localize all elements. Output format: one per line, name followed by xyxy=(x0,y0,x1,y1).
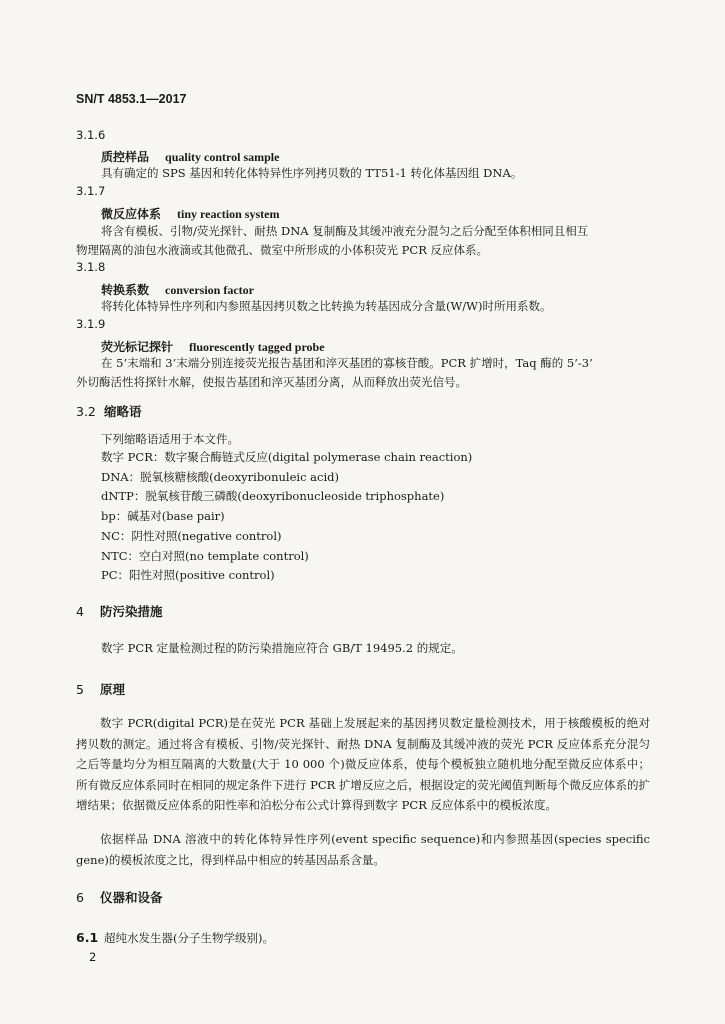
clause-number: 6.1 xyxy=(76,930,99,945)
list-item: NC：阴性对照(negative control) xyxy=(101,528,282,543)
list-item: 数字 PCR：数字聚合酶链式反应(digital polymerase chain reaction) xyxy=(101,450,473,464)
page-number: 2 xyxy=(89,950,97,964)
section-title: 防污染措施 xyxy=(100,604,163,619)
section-title: 缩略语 xyxy=(104,404,142,419)
clause-number: 3.1.8 xyxy=(76,260,106,274)
term-english: quality control sample xyxy=(165,150,280,164)
section-heading-3-2 xyxy=(76,402,142,420)
term-heading xyxy=(101,203,279,222)
clause-number: 3.1.6 xyxy=(76,128,106,142)
standard-code: SN/T 4853.1—2017 xyxy=(76,92,187,106)
list-item: DNA：脱氧核糖核酸(deoxyribonuleic acid) xyxy=(101,469,340,484)
abbreviation-list xyxy=(101,448,472,586)
section-number: 3.2 xyxy=(76,404,96,419)
term-english: tiny reaction system xyxy=(177,207,280,221)
definition-line: 将含有模板、引物/荧光探针、耐热 DNA 复制酶及其缓冲液充分混匀之后分配至体积相同且相互 xyxy=(101,224,589,238)
section-title: 仪器和设备 xyxy=(100,890,163,905)
principle-paragraph-2: 依据样品 DNA 溶液中的转化体特异性序列(event specific sequence)和内参照基因(species specific gene)的模板浓度之比，得到样品中相应的转基因品系含量。 xyxy=(76,832,650,867)
term-heading xyxy=(101,279,254,298)
term-chinese: 微反应体系 xyxy=(101,207,162,221)
definition-line: 物理隔离的油包水液滴或其他微孔、微室中所形成的小体积荧光 PCR 反应体系。 xyxy=(76,243,489,257)
term-heading xyxy=(101,146,279,165)
list-item: bp：碱基对(base pair) xyxy=(101,509,225,524)
term-english: conversion factor xyxy=(165,283,254,297)
list-item: dNTP：脱氧核苷酸三磷酸(deoxyribonucleoside triphosphate) xyxy=(101,489,445,504)
term-chinese: 质控样品 xyxy=(101,150,150,164)
principle-paragraph-1: 数字 PCR(digital PCR)是在荧光 PCR 基础上发展起来的基因拷贝数定量检测技术，用于核酸模板的绝对拷贝数的测定。通过将含有模板、引物/荧光探针、耐热 DNA 复制酶及其缓冲液的荧光 PCR 反应体系充分混匀之后等量均分为相互隔离的大数量(大于 10 000 个)微反应体系，使每个模板独立随机地分配至微反应体系中；所有微反应体系同时在相同的规定条件下进行 PCR 扩增反应之后，根据设定的荧光阈值判断每个微反应体系的扩增结果；依据微反应体系的阳性率和泊松分布公式计算得到数字 PCR 反应体系中的模板浓度。 xyxy=(76,716,650,812)
clause-6-1 xyxy=(76,927,274,948)
list-item: NTC：空白对照(no template control) xyxy=(101,548,309,563)
definition-line: 将转化体特异性序列和内参照基因拷贝数之比转换为转基因成分含量(W/W)时所用系数。 xyxy=(101,299,552,313)
term-chinese: 转换系数 xyxy=(101,283,150,297)
abbrev-intro: 下列缩略语适用于本文件。 xyxy=(101,432,239,446)
definition-line: 外切酶活性将探针水解，使报告基团和淬灭基团分离，从而释放出荧光信号。 xyxy=(76,375,467,389)
section-heading-6 xyxy=(76,888,163,906)
clause-number: 3.1.9 xyxy=(76,317,106,331)
list-item: PC：阳性对照(positive control) xyxy=(101,568,275,583)
definition-line: 具有确定的 SPS 基因和转化体特异性序列拷贝数的 TT51-1 转化体基因组 DNA。 xyxy=(101,166,523,180)
clause-number: 3.1.7 xyxy=(76,184,106,198)
term-heading xyxy=(101,336,325,355)
term-english: fluorescently tagged probe xyxy=(189,340,325,354)
section-title: 原理 xyxy=(100,682,126,697)
section-heading-5 xyxy=(76,680,125,698)
section-heading-4 xyxy=(76,602,163,620)
definition-line: 在 5’末端和 3’末端分别连接荧光报告基团和淬灭基团的寡核苷酸。PCR 扩增时，Taq 酶的 5’-3’ xyxy=(101,356,593,370)
term-chinese: 荧光标记探针 xyxy=(101,340,174,354)
clause-text: 超纯水发生器(分子生物学级别)。 xyxy=(104,931,274,945)
section-number: 5 xyxy=(76,682,84,697)
section-4-text: 数字 PCR 定量检测过程的防污染措施应符合 GB/T 19495.2 的规定。 xyxy=(101,641,463,655)
section-number: 4 xyxy=(76,604,84,619)
section-number: 6 xyxy=(76,890,84,905)
